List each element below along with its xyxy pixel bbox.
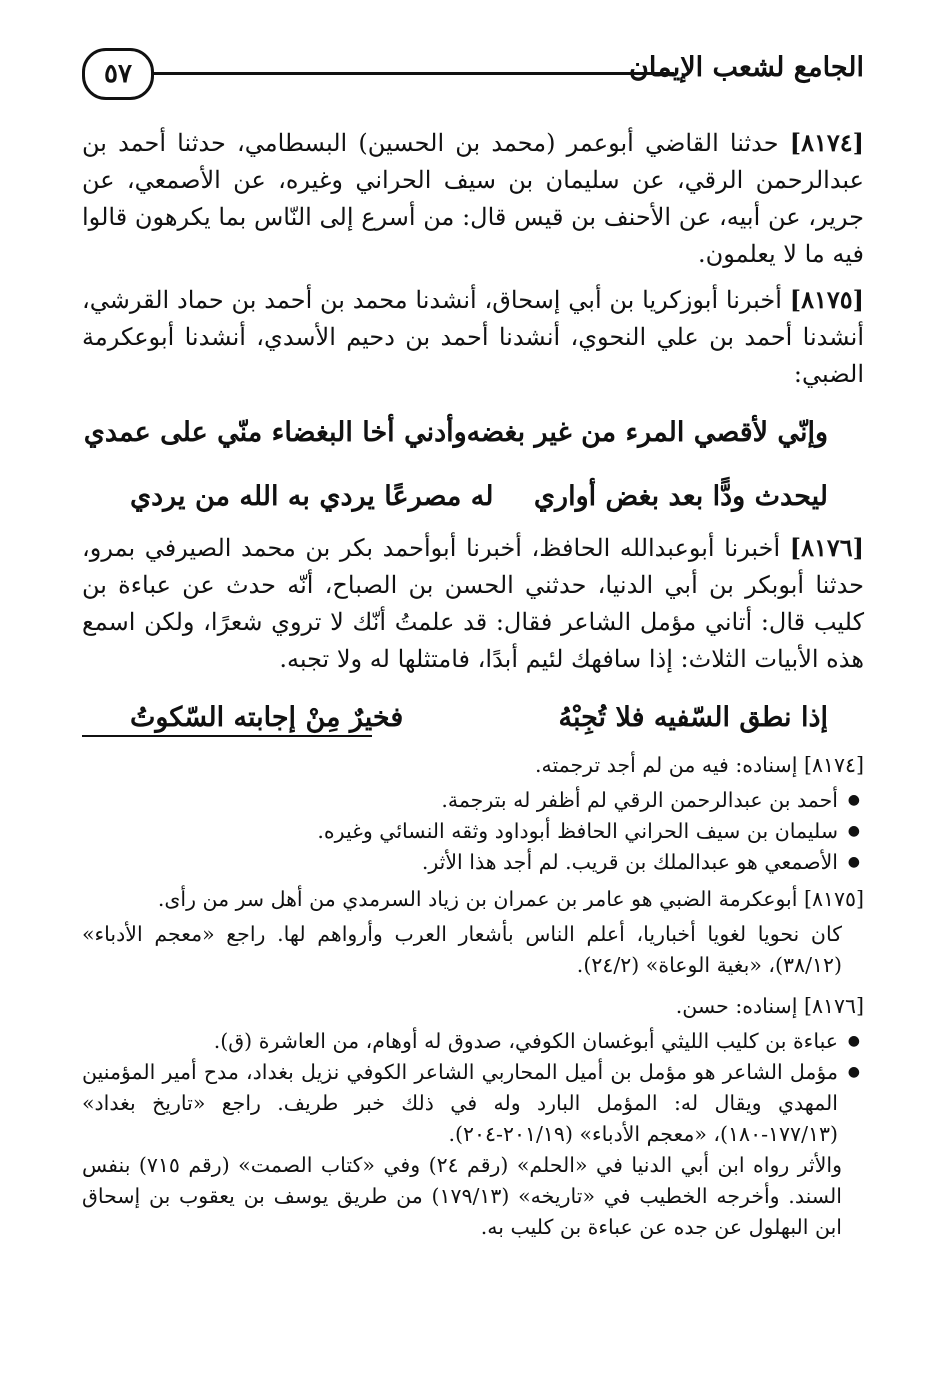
footnote-8175-head: [٨١٧٥] أبوعكرمة الضبي هو عامر بن عمران بن زياد السرمدي من أهل سر من رأى. <box>157 887 864 911</box>
footnote-bullet: ● الأصمعي هو عبدالملك بن قريب. لم أجد هذا الأثر. <box>82 847 838 878</box>
footnote-8176-head: [٨١٧٦] إسناده: حسن. <box>675 994 864 1018</box>
footnote-8176-body: والأثر رواه ابن أبي الدنيا في «الحلم» (رقم ٢٤) وفي «كتاب الصمت» (رقم ٧١٥) بنفس السند. وأخرجه الخطيب في «تاريخه» (١٧٩/١٣) من طريق يوسف بن يعقوب بن إسحاق ابن البهلول عن جده عن عباءة بن كليب به. <box>82 1153 843 1239</box>
footnotes <box>82 750 864 1247</box>
paragraph-8175 <box>82 281 864 393</box>
paragraph-8174 <box>82 124 864 273</box>
header-rule <box>152 72 674 75</box>
footnote-bullet: ● أحمد بن عبدالرحمن الرقي لم أظفر له بترجمة. <box>82 785 838 816</box>
paragraph-number: [٨١٧٥] <box>789 285 864 314</box>
footnote-8175-body: كان نحويا لغويا أخباريا، أعلم الناس بأشعار العرب وأرواهم لها. راجع «معجم الأدباء» (٣٨/١٢)، «بغية الوعاة» (٢٤/٢). <box>82 922 842 977</box>
footnote-bullet: ● مؤمل الشاعر هو مؤمل بن أميل المحاربي الشاعر الكوفي نزيل بغداد، مدح أمير المؤمنين المهدي ويقال له: المؤمل البارد وله في ذلك خبر طريف. راجع «تاريخ بغداد» (١٧٧/١٣-١٨٠)، «معجم الأدباء» (٢٠١/١٩-٢٠٤). <box>82 1057 838 1150</box>
verse-first-hemistich: ليحدث ودًّا بعد بغض أواري <box>533 481 828 512</box>
verse-second-hemistich: فخيرٌ مِنْ إجابته السّكوتُ <box>130 702 404 733</box>
paragraph-number: [٨١٧٦] <box>789 533 864 562</box>
page-header <box>82 42 864 104</box>
verse-line <box>82 401 864 465</box>
paragraph-8176 <box>82 529 864 678</box>
paragraph-text: حدثنا القاضي أبوعمر (محمد بن الحسين) البسطامي، حدثنا أحمد بن عبدالرحمن الرقي، عن سليمان بن سيف الحراني وغيره، عن الأصمعي، عن جرير، عن أبيه، عن الأحنف بن قيس قال: من أسرع إلى النّاس بما يكرهون قالوا فيه ما لا يعلمون. <box>82 129 864 268</box>
verse-first-hemistich: وإنّي لأقصي المرء من غير بغضه <box>466 417 828 448</box>
main-text <box>82 124 864 750</box>
paragraph-text: أخبرنا أبوزكريا بن أبي إسحاق، أنشدنا محمد بن أحمد بن حماد القرشي، أنشدنا أحمد بن علي النحوي، أنشدنا أحمد بن دحيم الأسدي، أنشدنا أبوعكرمة الضبي: <box>82 286 865 388</box>
verse-first-hemistich: إذا نطق السّفيه فلا تُجِبْهُ <box>558 702 828 733</box>
verse-second-hemistich: وأدني أخا البغضاء منّي على عمدي <box>83 417 467 448</box>
verse-line <box>82 686 864 750</box>
verse-line <box>82 465 864 529</box>
footnote-8174-head: [٨١٧٤] إسناده: فيه من لم أجد ترجمته. <box>534 753 864 777</box>
footnote-separator <box>82 735 372 737</box>
verse-second-hemistich: له مصرعًا يردي به الله من يردي <box>130 481 494 512</box>
paragraph-text: أخبرنا أبوعبدالله الحافظ، أخبرنا أبوأحمد بكر بن محمد الصيرفي بمرو، حدثنا أبوبكر بن أبي الدنيا، حدثني الحسن بن الصباح، أنّه حدث عن عباءة بن كليب قال: أتاني مؤمل الشاعر فقال: قد علمتُ أنّك لا تروي شعرًا، ولكن اسمع هذه الأبيات الثلاث: إذا سافهك لئيم أبدًا، فامتثلها له ولا تجبه. <box>82 534 864 673</box>
footnote-bullet: ● عباءة بن كليب الليثي أبوغسان الكوفي، صدوق له أوهام، من العاشرة (ق). <box>82 1026 838 1057</box>
paragraph-number: [٨١٧٤] <box>789 128 864 157</box>
running-title: الجامع لشعب الإيمان <box>629 52 864 83</box>
footnote-bullet: ● سليمان بن سيف الحراني الحافظ أبوداود وثقه النسائي وغيره. <box>82 816 838 847</box>
page-number: ٥٧ <box>82 48 154 100</box>
